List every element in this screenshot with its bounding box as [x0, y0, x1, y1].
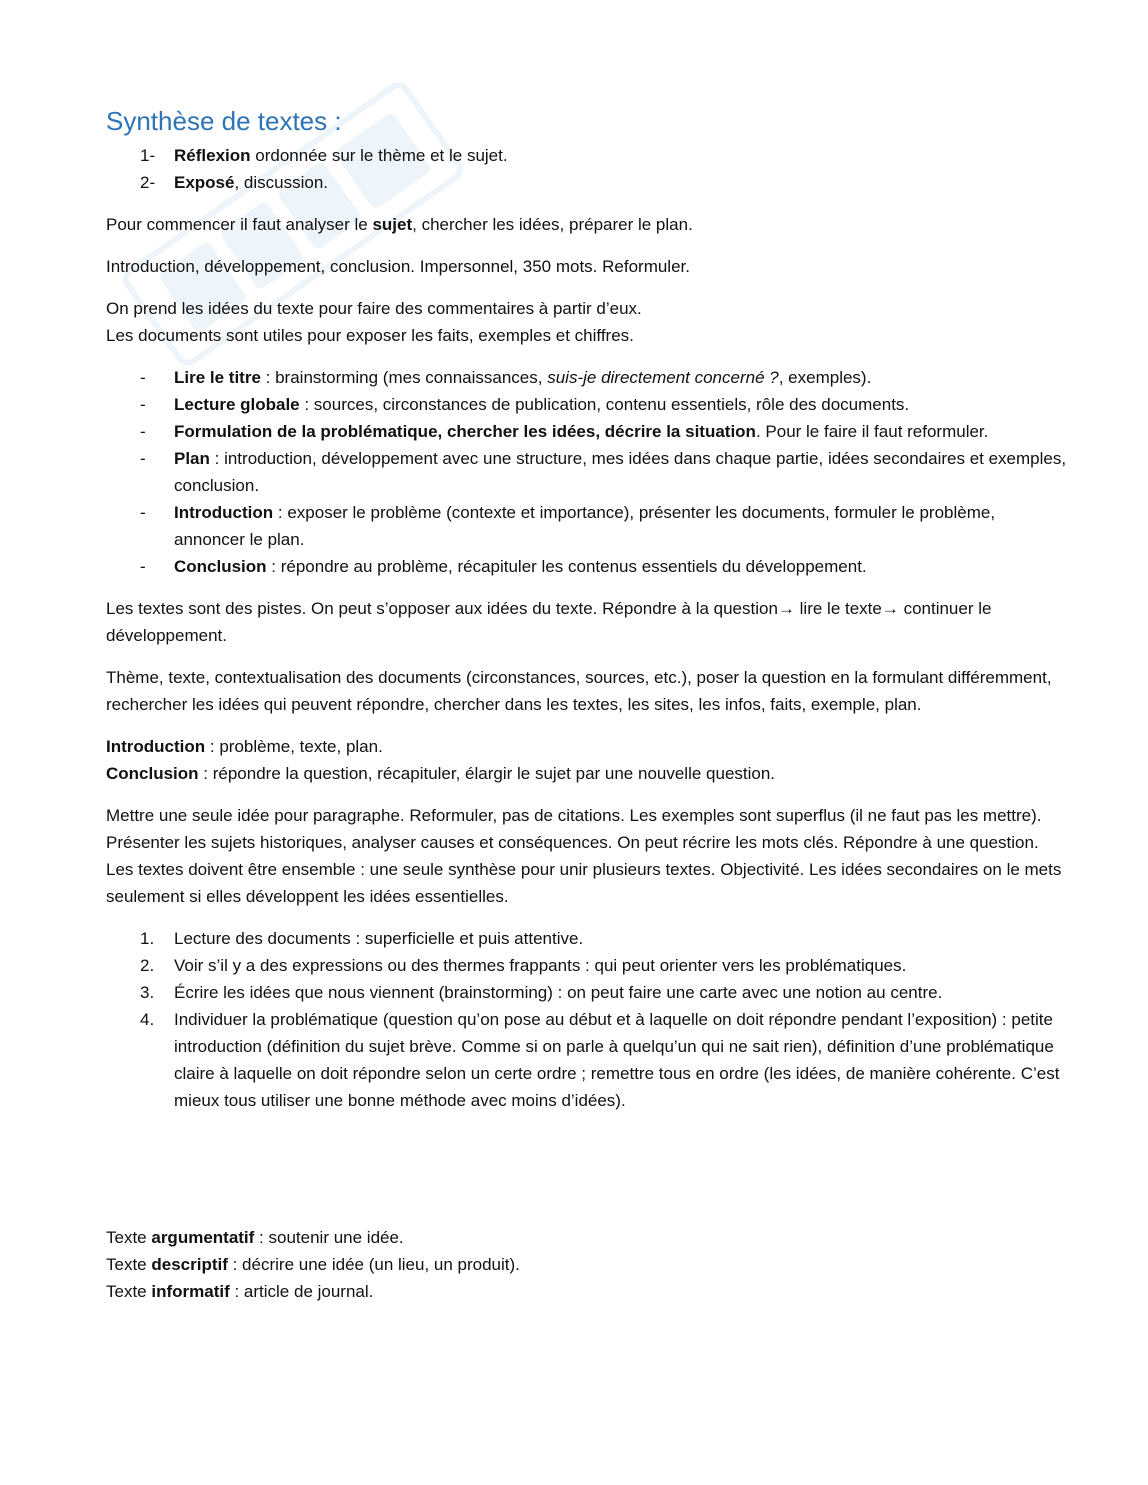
italic-text: suis-je directement concerné ?: [547, 368, 779, 387]
document-page: [106, 104, 1068, 1305]
paragraph-methode: Mettre une seule idée pour paragraphe. Reformuler, pas de citations. Les exemples sont superflus (il ne faut pas les mettre). Présenter les sujets historiques, analyser causes et conséquences. On peut récrire les mots clés. Répondre à une question. Les textes doivent être ensemble : une seule synthèse pour unir plusieurs textes. Objectivité. Les idées secondaires on le mets seulement si elles développent les idées essentielles.: [106, 806, 1062, 906]
list-item: [106, 391, 1068, 418]
list-item: [106, 925, 1068, 952]
bold-term: argumentatif: [151, 1228, 255, 1247]
list-item: [106, 499, 1068, 553]
text-run: : soutenir une idée.: [254, 1228, 404, 1247]
list-item: [106, 979, 1068, 1006]
text-run: : répondre la question, récapituler, élargir le sujet par une nouvelle question.: [198, 764, 776, 783]
text-line: Les documents sont utiles pour exposer les faits, exemples et chiffres.: [106, 326, 634, 345]
item-text: ordonnée sur le thème et le sujet.: [250, 146, 508, 165]
list-marker: 3.: [140, 983, 155, 1002]
item-text: Écrire les idées que nous viennent (brainstorming) : on peut faire une carte avec une notion au centre.: [174, 983, 943, 1002]
paragraph-theme: Thème, texte, contextualisation des documents (circonstances, sources, etc.), poser la question en la formulant différemment, rechercher les idées qui peuvent répondre, chercher dans les textes, les sites, les infos, faits, exemple, plan.: [106, 668, 1052, 714]
paragraph-ideas: [106, 295, 1068, 349]
list-item: [106, 364, 1068, 391]
dash-marker: -: [140, 395, 146, 414]
item-text: Lecture des documents : superficielle et puis attentive.: [174, 929, 584, 948]
paragraph-structure: Introduction, développement, conclusion. Impersonnel, 350 mots. Reformuler.: [106, 257, 690, 276]
bold-term: Introduction: [174, 503, 274, 522]
dash-marker: -: [140, 368, 146, 387]
bold-term: Plan: [174, 449, 210, 468]
bold-term: Réflexion: [174, 146, 251, 165]
bold-term: Introduction: [106, 737, 206, 756]
dash-marker: -: [140, 422, 146, 441]
document-title: Synthèse de textes :: [106, 106, 342, 136]
list-item: [106, 553, 1068, 580]
text-line: On prend les idées du texte pour faire des commentaires à partir d’eux.: [106, 299, 642, 318]
bold-term: informatif: [151, 1282, 230, 1301]
list-item: [106, 952, 1068, 979]
list-item: [106, 169, 1068, 196]
paragraph-pistes: Les textes sont des pistes. On peut s’opposer aux idées du texte. Répondre à la question→ lire le texte→ continuer le développement.: [106, 599, 992, 645]
item-text: : brainstorming (mes connaissances,: [260, 368, 548, 387]
list-marker: 2.: [140, 956, 155, 975]
text-run: , chercher les idées, préparer le plan.: [412, 215, 693, 234]
item-text: Voir s’il y a des expressions ou des thermes frappants : qui peut orienter vers les problématiques.: [174, 956, 907, 975]
bold-term: Formulation de la problématique, chercher les idées, décrire la situation: [174, 422, 756, 441]
paragraph-sujet: [106, 211, 1068, 238]
dash-marker: -: [140, 449, 146, 468]
list-marker: 1-: [140, 146, 156, 165]
bold-term: Conclusion: [174, 557, 267, 576]
list-marker: 1.: [140, 929, 155, 948]
dash-marker: -: [140, 503, 146, 522]
item-text: , discussion.: [234, 173, 329, 192]
text-run: Pour commencer il faut analyser le: [106, 215, 373, 234]
method-steps-list: [106, 364, 1068, 580]
text-run: Texte: [106, 1228, 152, 1247]
list-item: [106, 1006, 1068, 1114]
item-text: : exposer le problème (contexte et importance), présenter les documents, formuler le problème, annoncer le plan.: [174, 503, 996, 549]
list-item: [106, 445, 1068, 499]
bold-term: sujet: [372, 215, 413, 234]
dash-marker: -: [140, 557, 146, 576]
item-text: . Pour le faire il faut reformuler.: [755, 422, 989, 441]
list-item: [106, 142, 1068, 169]
bold-term: Lecture globale: [174, 395, 300, 414]
list-marker: 4.: [140, 1010, 155, 1029]
list-item: [106, 418, 1068, 445]
item-text: Individuer la problématique (question qu’on pose au début et à laquelle on doit répondre pendant l’exposition) : petite introduction (définition du sujet brève. Comme si on parle à quelqu’un qui ne sait rien), définition d’une problématique claire à laquelle on doit répondre selon un certe ordre ; remettre tous en ordre (les idées, de manière cohérente. C’est mieux tous utiliser une bonne méthode avec moins d’idées).: [174, 1010, 1060, 1110]
item-text: : répondre au problème, récapituler les contenus essentiels du développement.: [266, 557, 867, 576]
text-run: : décrire une idée (un lieu, un produit).: [227, 1255, 520, 1274]
item-text: : sources, circonstances de publication, contenu essentiels, rôle des documents.: [299, 395, 910, 414]
bold-term: Conclusion: [106, 764, 199, 783]
text-run: Texte: [106, 1282, 152, 1301]
text-types: [106, 1224, 1068, 1305]
text-run: : article de journal.: [229, 1282, 374, 1301]
numbered-steps-list: [106, 925, 1068, 1114]
item-text: : introduction, développement avec une structure, mes idées dans chaque partie, idées secondaires et exemples, conclusion.: [174, 449, 1067, 495]
bold-term: Exposé: [174, 173, 235, 192]
bold-term: Lire le titre: [174, 368, 261, 387]
intro-steps-list: [106, 142, 1068, 196]
list-marker: 2-: [140, 173, 156, 192]
paragraph-definitions: [106, 733, 1068, 787]
spacer: [106, 1129, 1068, 1224]
text-run: Texte: [106, 1255, 152, 1274]
item-text: , exemples).: [778, 368, 872, 387]
text-run: : problème, texte, plan.: [205, 737, 383, 756]
bold-term: descriptif: [151, 1255, 228, 1274]
